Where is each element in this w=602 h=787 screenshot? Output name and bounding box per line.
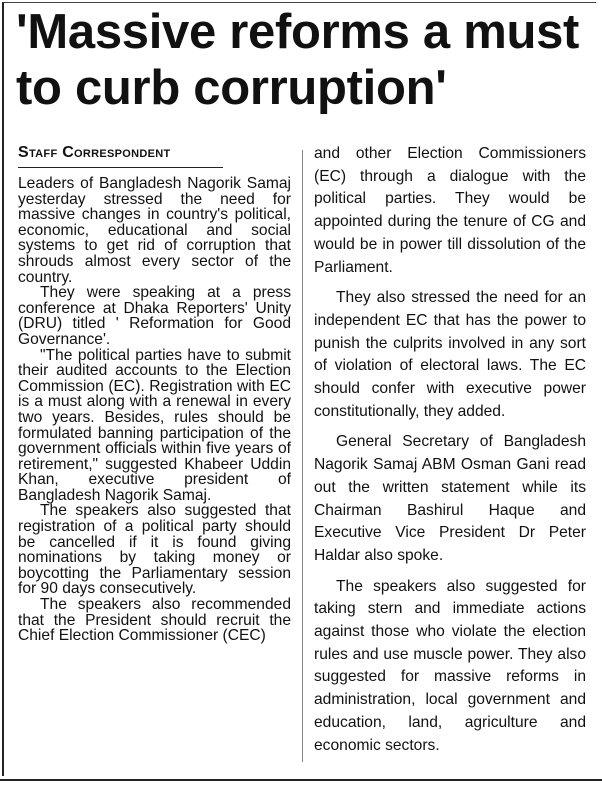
headline — [16, 4, 596, 116]
paragraph: They were speaking at a press conference at Dhaka Reporters' Unity (DRU) titled ' Reformation for Good Governance'. — [18, 284, 291, 348]
headline-line-2: to curb corruption' — [16, 61, 447, 115]
paragraph: "The political parties have to submit their audited accounts to the Election Commission (EC). Registration with EC is a must along with a renewal in every two years. Besides, rules should be formulated banning participation of the government officials within five years of retirement," suggested Khabeer Uddin Khan, executive president of Bangladesh Nagorik Samaj. — [18, 346, 291, 504]
byline — [18, 144, 223, 168]
paragraph: and other Election Commissioners (EC) through a dialogue with the political parties. They would be appointed during the tenure of CG and would be in power till dissolution of the Parliament. — [314, 145, 586, 276]
bottom-rule — [0, 779, 602, 781]
paragraph: The speakers also recommended that the President should recruit the Chief Election Commissioner (CEC) — [18, 596, 291, 645]
left-column — [18, 144, 291, 644]
byline-text: Staff Correspondent — [18, 144, 171, 161]
paragraph: The speakers also suggested that registration of a political party should be cancelled if it is found giving nominations by taking money or boycotting the Parliamentary session for 90 days consecutively. — [18, 502, 291, 598]
paragraph: General Secretary of Bangladesh Nagorik Samaj ABM Osman Gani read out the written statement while its Chairman Bashirul Haque and Executive Vice President Dr Peter Haldar also spoke. — [314, 433, 586, 564]
column-divider — [302, 150, 303, 762]
right-column — [314, 143, 586, 765]
paragraph: The speakers also suggested for taking stern and immediate actions against those who violate the election rules and use muscle power. They also suggested for massive reforms in administration, local government and education, land, agriculture and economic sectors. — [314, 577, 586, 754]
paragraph: They also stressed the need for an independent EC that has the power to punish the culprits involved in any sort of violation of electoral laws. The EC should confer with executive power constitutionally, they added. — [314, 289, 586, 420]
headline-line-1: 'Massive reforms a must — [16, 5, 580, 59]
paragraph: Leaders of Bangladesh Nagorik Samaj yesterday stressed the need for massive changes in country's political, economic, educational and social systems to get rid of corruption that shrouds almost every sector of the country. — [18, 175, 291, 286]
